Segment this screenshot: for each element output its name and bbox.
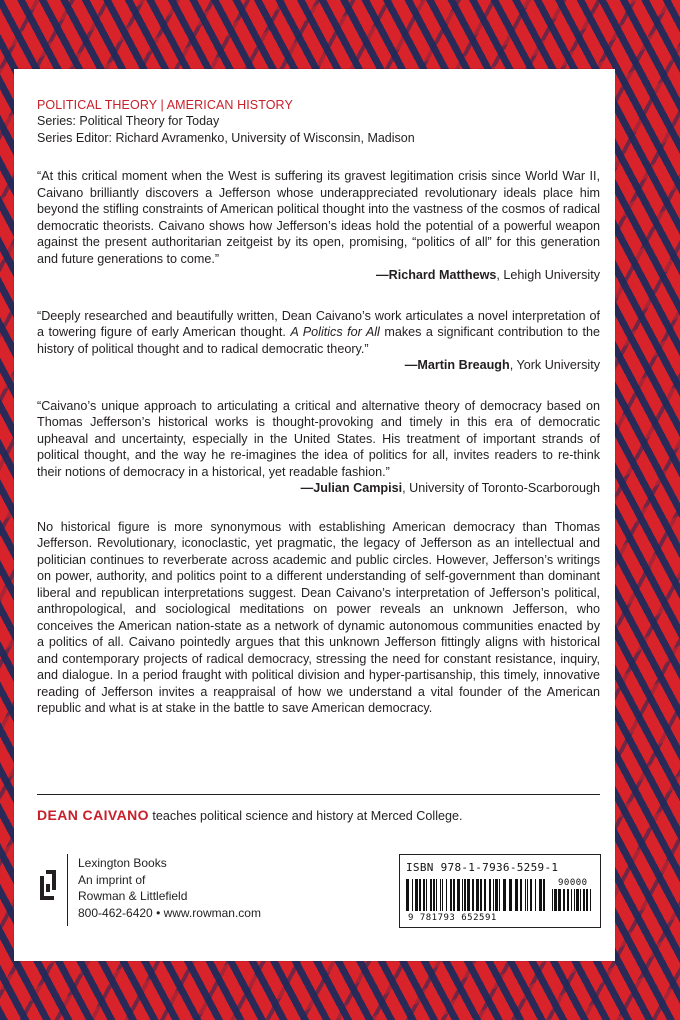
quote-attribution: [37, 357, 600, 374]
quote-text: “At this critical moment when the West is suffering its gravest legitimation crisis since World War II, Caivano brilliantly discovers a Jefferson whose underappreciated revolutionary ideals place him beyond the stifling constraints of American political thought into the vastness of the cosmos of radical democratic theorists. Caivano shows how Jefferson’s ideas hold the potential of a powerful weapon against the present authoritarian zeitgeist by its open, promising, “politics of all” for this generation and future generations to come.”: [37, 169, 600, 266]
barcode-bar: [476, 879, 479, 911]
barcode-bar: [543, 879, 545, 911]
barcode-price-code: 90000: [558, 878, 588, 888]
quote-text: “Deeply researched and beautifully written, Dean Caivano’s work articulates a novel interpretation of a towering figure of early American thought.: [37, 308, 600, 339]
barcode-bar: [586, 889, 588, 911]
barcode-bar: [419, 879, 421, 911]
barcode-bar: [426, 879, 427, 911]
publisher-name: Lexington Books: [78, 856, 167, 870]
barcode-bar: [495, 879, 498, 911]
back-cover-panel: [14, 69, 615, 961]
publisher-imprint: An imprint of: [78, 872, 146, 887]
barcode-bar: [489, 879, 491, 911]
barcode-bar: [464, 879, 466, 911]
barcode-ean-digits: 9 781793 652591: [408, 913, 497, 923]
barcode-main-bars: [404, 879, 548, 915]
barcode-bar: [583, 889, 585, 911]
barcode-bar: [450, 879, 452, 911]
barcode-bar: [415, 879, 418, 911]
barcode-bar: [525, 879, 526, 911]
series-editor: Series Editor: Richard Avramenko, University of Wisconsin, Madison: [37, 130, 415, 145]
barcode-bar: [446, 879, 447, 911]
quote-author: —Martin Breaugh: [404, 358, 510, 372]
quote-attribution: [37, 480, 600, 497]
book-description: No historical figure is more synonymous with establishing American democracy than Thomas Jefferson. Revolutionary, iconoclastic, yet pragmatic, the legacy of Jefferson as an intellectual and politician continues to reverberate across academic and public circles. However, Jefferson’s writings on power, authority, and politics point to a different understanding of self-government than dominant liberal and republican interpretations suggest. Dean Caivano’s interpretation of Jefferson’s political, anthropological, and sociological meditations on power reveals an unknown Jefferson, who conceives the American nation-state as a network of dynamic autonomous communities enacted by a politics of all. Caivano pointedly argues that this unknown Jefferson fittingly aligns with historical and contemporary projects of radical democracy, stressing the need for constant resistance, inquiry, and dialogue. In a period fraught with political division and hyper-partisanship, this timely, innovative reading of Jefferson invites a reappraisal of how we understand a vital founder of the American republic and what is at stake in the battle to save American democracy.: [37, 519, 600, 715]
barcode-bar: [539, 879, 542, 911]
barcode-bar: [457, 879, 460, 911]
barcode-bar: [520, 879, 522, 911]
barcode-bar: [563, 889, 565, 911]
endorsement-quote: [37, 398, 600, 497]
quote-affiliation: , Lehigh University: [496, 268, 600, 282]
barcode-bar: [590, 889, 591, 911]
barcode-bar: [509, 879, 512, 911]
barcode-bar: [535, 879, 536, 911]
publisher-parent: Rowman & Littlefield: [78, 889, 188, 903]
barcode-bar: [484, 879, 486, 911]
barcode-bar: [571, 889, 572, 911]
endorsement-quote: [37, 308, 600, 374]
author-bio: [37, 807, 463, 823]
barcode-bar: [467, 879, 470, 911]
barcode-bar: [472, 879, 474, 911]
barcode-bar: [440, 879, 441, 911]
section-divider: [37, 794, 600, 795]
barcode-addon-bars: [550, 889, 594, 913]
barcode-bar: [515, 879, 518, 911]
publisher-divider: [67, 854, 68, 926]
quote-text: “Caivano’s unique approach to articulating a critical and alternative theory of democracy based on Thomas Jefferson’s historical works is thought-provoking and timely in this era of democratic upheaval and uncertainty, especially in the United States. His treatment of important strands of political thought, and the way he re-imagines the idea of politics for all, invites readers to re-think their notions of democracy in a historical, yet readable fashion.”: [37, 398, 600, 479]
endorsement-quote: [37, 168, 600, 284]
barcode-bar: [574, 889, 575, 911]
publisher-info: [78, 854, 261, 926]
barcode-bar: [436, 879, 437, 911]
barcode-bar: [412, 879, 413, 911]
series-name: Series: Political Theory for Today: [37, 114, 220, 128]
book-title: A Politics for All: [290, 325, 380, 339]
quote-text: makes a significant contribution to the history of political thought and to radical democratic theory.”: [37, 325, 600, 356]
barcode-bar: [493, 879, 494, 911]
barcode-bar: [552, 889, 553, 911]
quote-affiliation: , University of Toronto-Scarborough: [402, 481, 600, 495]
barcode-bar: [433, 879, 435, 911]
barcode-bar: [406, 879, 409, 911]
barcode-bar: [503, 879, 506, 911]
barcode-bar: [430, 879, 432, 911]
barcode-bar: [453, 879, 455, 911]
barcode-bar: [580, 889, 581, 911]
barcode-bar: [554, 889, 557, 911]
publisher-block: [37, 854, 261, 926]
barcode-bar: [527, 879, 528, 911]
publisher-contact: 800-462-6420 • www.rowman.com: [78, 905, 261, 920]
barcode-bar: [480, 879, 482, 911]
quote-author: —Richard Matthews: [376, 268, 497, 282]
barcode-bar: [530, 879, 532, 911]
lexington-logo-icon: [37, 854, 59, 926]
barcode-bar: [576, 889, 579, 911]
barcode-box: [399, 854, 601, 928]
barcode-bar: [423, 879, 425, 911]
quote-affiliation: , York University: [509, 358, 600, 372]
barcode-bar: [558, 889, 561, 911]
author-name: DEAN CAIVANO: [37, 807, 149, 823]
quote-author: —Julian Campisi: [300, 481, 403, 495]
subject-category: POLITICAL THEORY | AMERICAN HISTORY: [37, 98, 293, 112]
author-bio-text: teaches political science and history at Merced College.: [148, 809, 463, 823]
barcode-bar: [442, 879, 443, 911]
back-cover-content: [37, 97, 600, 717]
barcode-bar: [499, 879, 500, 911]
quote-attribution: [37, 267, 600, 284]
barcode-bar: [567, 889, 569, 911]
barcode-bar: [462, 879, 463, 911]
isbn-number: ISBN 978-1-7936-5259-1: [406, 861, 559, 874]
